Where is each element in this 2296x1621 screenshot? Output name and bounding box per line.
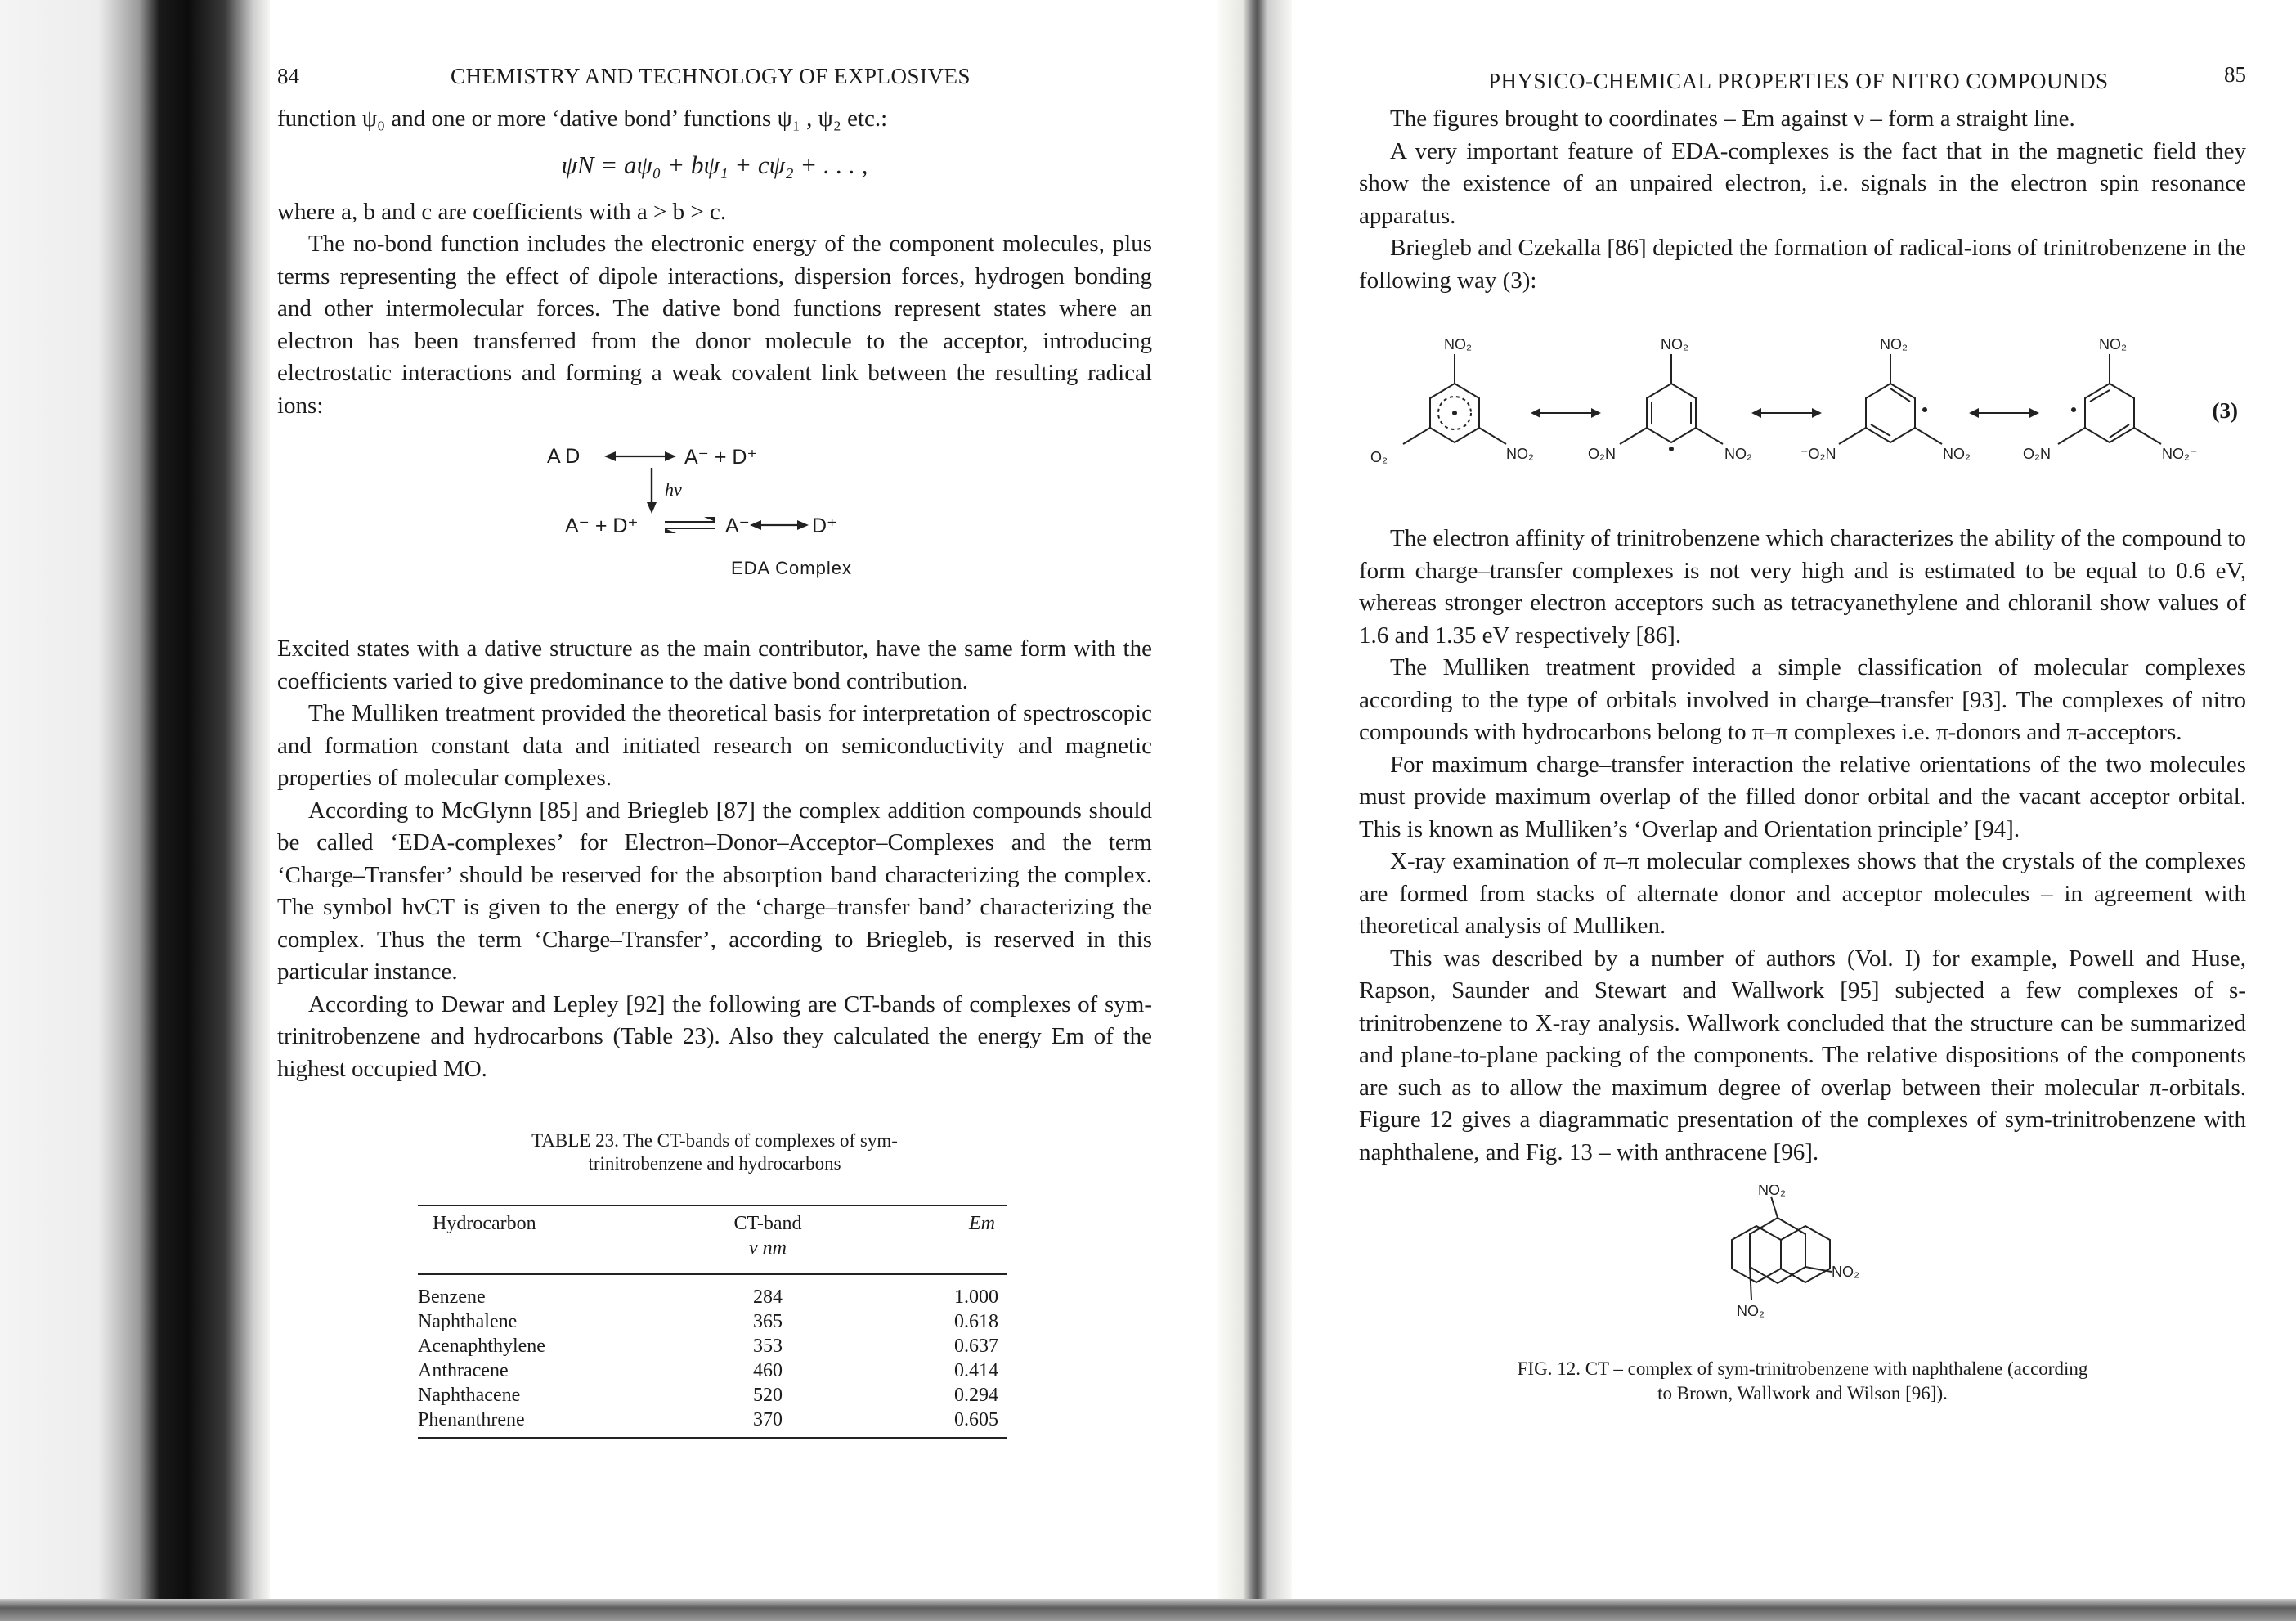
cell-em: 0.414 xyxy=(954,1360,998,1381)
table-row xyxy=(418,1383,1007,1408)
cell-ct-band: 353 xyxy=(753,1336,783,1357)
figure-caption-line: FIG. 12. CT – complex of sym-trinitrobenzene with naphthalene (according xyxy=(1517,1358,2088,1379)
ct-bands-table xyxy=(418,1205,1007,1439)
table-caption xyxy=(277,1129,1152,1175)
col-ct-band-unit: ν nm xyxy=(749,1237,787,1259)
figure-label-no2: NO₂ xyxy=(1758,1185,1786,1198)
equation: ψN = aψ₀ + bψ₁ + cψ₂ + . . . , xyxy=(561,150,868,179)
cell-em: 0.618 xyxy=(954,1311,998,1332)
figure-caption-line: to Brown, Wallwork and Wilson [96]). xyxy=(1657,1383,1948,1403)
table-row xyxy=(418,1358,1007,1383)
label-o2n: O₂N xyxy=(2023,446,2051,462)
label-no2: NO₂ xyxy=(1943,446,1971,462)
paragraph: The no-bond function includes the electronic energy of the component molecules, plus terms representing the effect of dipole interactions, dispersion forces, hydrogen bonding and other intermolecular forces. The dative bond functions represent states where an electron has been transferred from the donor molecule to the acceptor, introducing electrostatic interactions and forming a weak covalent link between the resulting radical ions: xyxy=(277,231,1152,419)
cell-ct-band: 284 xyxy=(753,1286,783,1308)
cell-em: 0.637 xyxy=(954,1336,998,1357)
cell-hydrocarbon: Naphthacene xyxy=(418,1385,521,1406)
cell-hydrocarbon: Acenaphthylene xyxy=(418,1336,545,1357)
naphthalene-ring-icon xyxy=(1732,1226,1781,1282)
benzene-ring-icon xyxy=(2058,354,2161,444)
book-spine-shadow xyxy=(0,0,270,1621)
col-hydrocarbon: Hydrocarbon xyxy=(418,1206,678,1274)
label-o2n: O₂N xyxy=(1588,446,1616,462)
benzene-ring-icon xyxy=(1403,354,1506,444)
left-page xyxy=(277,57,1152,1439)
benzene-ring-icon xyxy=(1839,354,1942,444)
paragraph: function ψ₀ and one or more ‘dative bond’ functions ψ₁ , ψ₂ etc.: xyxy=(277,106,888,132)
cell-hydrocarbon: Naphthalene xyxy=(418,1311,518,1332)
scheme-caption: EDA Complex xyxy=(731,558,852,578)
label-no2: NO₂ xyxy=(1506,446,1534,462)
label-no2: NO₂ xyxy=(2099,336,2127,352)
label-no2: NO₂ xyxy=(1880,336,1908,352)
paragraph: The Mulliken treatment provided the theoretical basis for interpretation of spectroscopic and formation constant data and initiated research on semiconductivity and magnetic properties of molecular complexes. xyxy=(277,700,1152,791)
paragraph: The Mulliken treatment provided a simple classification of molecular complexes according to the type of orbitals involved in charge–transfer [93]. The complexes of nitro compounds with hydrocarbons belong to π–π complexes i.e. π-donors and π-acceptors. xyxy=(1359,654,2246,745)
page-number: 84 xyxy=(277,64,299,88)
label-o2: O₂ xyxy=(1370,449,1388,465)
label-no2-anion: NO₂⁻ xyxy=(2162,446,2198,462)
right-page-header xyxy=(1359,57,2246,103)
figure-12 xyxy=(1359,1185,2246,1349)
table-row xyxy=(418,1334,1007,1358)
eda-scheme xyxy=(277,438,1152,602)
benzene-ring-icon xyxy=(1620,354,1723,444)
cell-ct-band: 520 xyxy=(753,1385,783,1406)
left-page-header xyxy=(277,57,1152,103)
paragraph: According to Dewar and Lepley [92] the following are CT-bands of complexes of sym-trinitrobenzene and hydrocarbons (Table 23). Also they calculated the energy Em of the highest occupied MO. xyxy=(277,990,1152,1082)
electron-dot-icon xyxy=(1452,411,1457,415)
radical-ion-scheme xyxy=(1359,325,2246,496)
radical-dot-icon xyxy=(2071,407,2076,412)
cell-ct-band: 365 xyxy=(753,1311,783,1332)
paragraph: X-ray examination of π–π molecular complexes shows that the crystals of the complexes are formed from stacks of alternate donor and acceptor molecules – in agreement with theoretical analysis of Mulliken. xyxy=(1359,848,2246,939)
radical-dot-icon xyxy=(1922,407,1927,412)
radical-dot-icon xyxy=(1669,447,1674,451)
label-no2: NO₂ xyxy=(1661,336,1688,352)
paragraph: where a, b and c are coefficients with a > b > c. xyxy=(277,198,727,225)
cell-em: 0.294 xyxy=(954,1385,998,1406)
resonance-arrow-icon xyxy=(1751,408,1822,418)
cell-hydrocarbon: Anthracene xyxy=(418,1360,509,1381)
table-caption-line: trinitrobenzene and hydrocarbons xyxy=(588,1153,841,1174)
cell-em: 0.605 xyxy=(858,1408,1007,1438)
trinitrobenzene-resonance-diagram xyxy=(1359,325,2246,496)
paragraph: According to McGlynn [85] and Briegleb [87] the complex addition compounds should be called ‘EDA-complexes’ for Electron–Donor–Acceptor–Complexes and the term ‘Charge–Transfer’ should be reserved for the absorption band characterizing the complex. The symbol hνCT is given to the energy of the ‘charge–transfer band’ characterizing the complex. Thus the term ‘Charge–Transfer’, according to Briegleb, is reserved in this particular instance. xyxy=(277,797,1152,985)
running-title: PHYSICO-CHEMICAL PROPERTIES OF NITRO COMPOUNDS xyxy=(1488,69,2109,93)
scheme-ad: A D xyxy=(547,445,581,468)
table-row xyxy=(418,1408,1007,1438)
label-no2: NO₂ xyxy=(1724,446,1752,462)
cell-hydrocarbon: Benzene xyxy=(418,1286,486,1308)
scheme-ions-bottom: A⁻ + D⁺ xyxy=(565,514,639,537)
scheme-donor: D⁺ xyxy=(812,514,838,537)
resonance-arrow-icon xyxy=(1969,408,2039,418)
cell-hydrocarbon: Phenanthrene xyxy=(418,1408,678,1438)
equation-number: (3) xyxy=(2212,398,2238,423)
page-number: 85 xyxy=(2224,62,2246,87)
scheme-ions-top: A⁻ + D⁺ xyxy=(684,446,758,469)
table-row xyxy=(418,1274,1007,1309)
paragraph: Excited states with a dative structure as the main contributor, have the same form with the coefficients varied to give predominance to the dative bond contribution. xyxy=(277,635,1152,694)
table-header-row xyxy=(418,1206,1007,1274)
col-em: Em xyxy=(858,1206,1007,1274)
col-ct-band xyxy=(678,1206,858,1274)
paragraph: Briegleb and Czekalla [86] depicted the formation of radical-ions of trinitrobenzene in the following way (3): xyxy=(1359,235,2246,294)
resonance-arrow-icon xyxy=(1531,408,1601,418)
paragraph: The electron affinity of trinitrobenzene which characterizes the ability of the compound to form charge–transfer complexes is not very high and is estimated to be equal to 0.6 eV, whereas stronger electron acceptors such as tetracyanethylene and chloranil show values of 1.6 and 1.35 eV respectively [86]. xyxy=(1359,525,2246,649)
cell-em: 1.000 xyxy=(954,1286,998,1308)
scheme-acceptor: A⁻ xyxy=(725,514,750,537)
paragraph: A very important feature of EDA-complexes is the fact that in the magnetic field they show the existence of an unpaired electron, i.e. signals in the electron spin resonance apparatus. xyxy=(1359,137,2246,229)
paragraph: The figures brought to coordinates – Em against ν – form a straight line. xyxy=(1390,106,2075,132)
col-ct-band-label: CT-band xyxy=(733,1213,802,1234)
figure-caption xyxy=(1359,1357,2246,1406)
table-row xyxy=(418,1309,1007,1334)
page-gutter xyxy=(1218,0,1292,1621)
table-caption-line: TABLE 23. The CT-bands of complexes of sym- xyxy=(531,1130,898,1151)
figure-label-no2: NO₂ xyxy=(1737,1303,1765,1319)
running-title: CHEMISTRY AND TECHNOLOGY OF EXPLOSIVES xyxy=(451,64,971,88)
label-anion-o2n: ⁻O₂N xyxy=(1800,446,1836,462)
cell-ct-band: 370 xyxy=(678,1408,858,1438)
scheme-hv: hν xyxy=(665,479,682,500)
right-page xyxy=(1359,57,2246,1406)
scanner-bottom-edge xyxy=(0,1599,2296,1621)
figure-label-no2: NO₂ xyxy=(1832,1264,1859,1280)
paragraph: This was described by a number of authors (Vol. I) for example, Powell and Huse, Rapson, Saunder and Stewart and Wallwork [95] subjected a few complexes of s-trinitrobenzene to X-ray analysis. Wallwork concluded that the structure can be summarized and plane-to-plane packing of the components. The relative dispositions of the components are such as to allow the maximum degree of overlap between their molecular π-orbitals. Figure 12 gives a diagrammatic presentation of the complexes of sym-trinitrobenzene with naphthalene, and Fig. 13 – with anthracene [96]. xyxy=(1359,945,2246,1165)
paragraph: For maximum charge–transfer interaction the relative orientations of the two molecules must provide maximum overlap of the filled donor orbital and the vacant acceptor orbital. This is known as Mulliken’s ‘Overlap and Orientation principle’ [94]. xyxy=(1359,751,2246,842)
cell-ct-band: 460 xyxy=(753,1360,783,1381)
ct-complex-diagram xyxy=(1359,1185,2246,1349)
label-no2: NO₂ xyxy=(1444,336,1472,352)
